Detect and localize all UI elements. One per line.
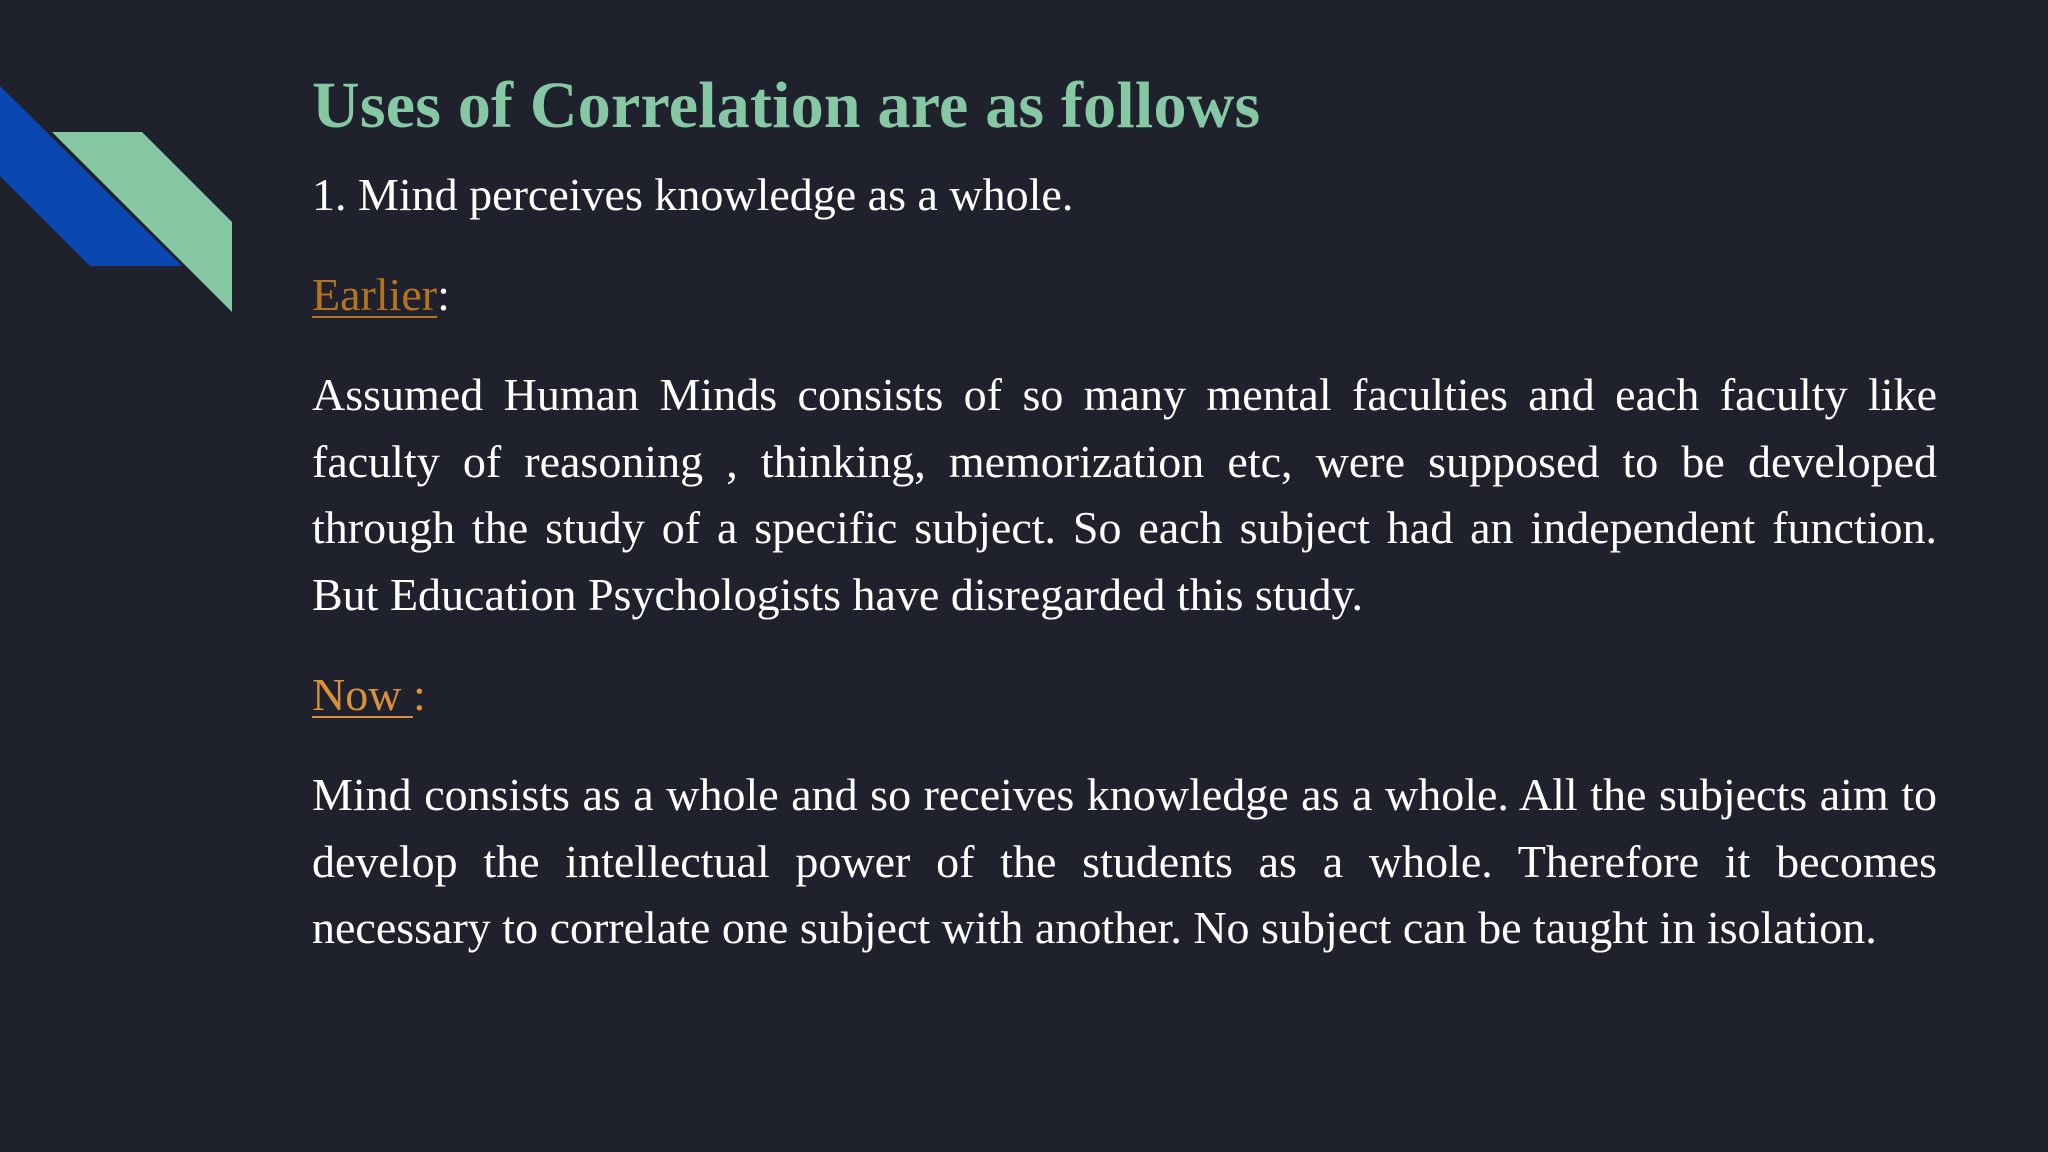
earlier-heading — [312, 262, 1937, 328]
point-1: 1. Mind perceives knowledge as a whole. — [312, 169, 1074, 220]
slide-title: Uses of Correlation are as follows — [312, 69, 1261, 142]
now-link[interactable]: Now — [312, 669, 413, 720]
corner-decoration — [0, 0, 240, 320]
earlier-colon: : — [437, 269, 450, 320]
now-paragraph: Mind consists as a whole and so receives knowledge as a whole. All the subjects aim to develop the intellectual power of the students as a whole. Therefore it becomes necessary to correlate one subject with another. No subject can be taught in isolation. — [312, 769, 1937, 953]
now-heading — [312, 662, 1937, 728]
now-colon: : — [412, 669, 426, 720]
earlier-link[interactable]: Earlier — [312, 269, 438, 320]
slide-content — [312, 60, 1937, 962]
earlier-paragraph: Assumed Human Minds consists of so many mental faculties and each faculty like faculty of reasoning , thinking, memorization etc, were supposed to be developed through the study of a specific subject. So each subject had an independent function. But Education Psychologists have disregarded this study. — [312, 369, 1937, 620]
